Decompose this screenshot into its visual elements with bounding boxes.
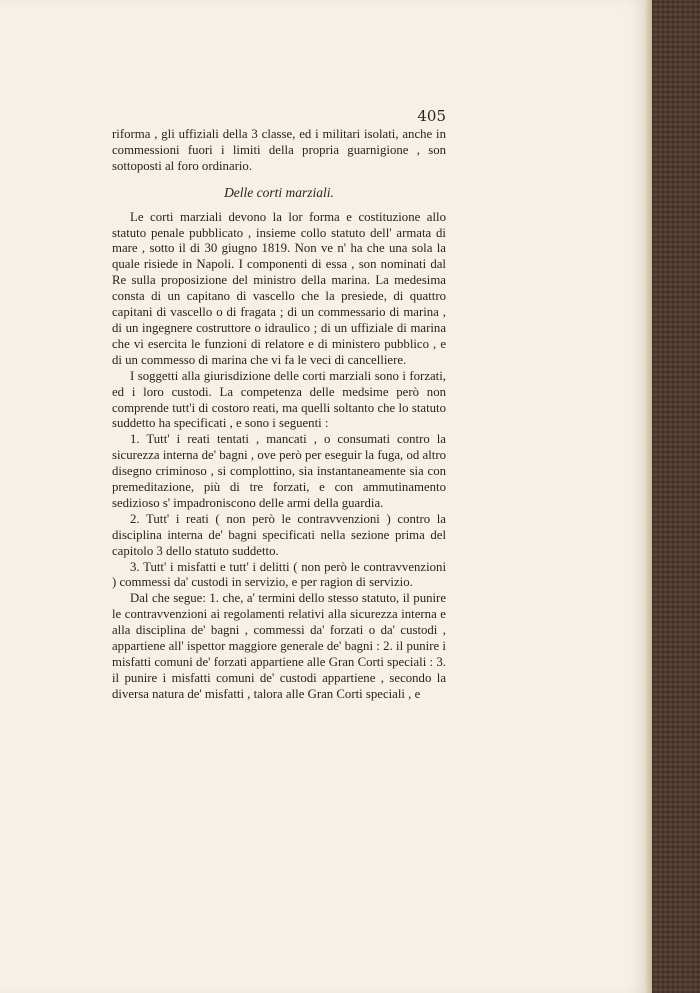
paragraph-2: I soggetti alla giurisdizione delle corti marziali sono i forzati, ed i loro custodi. La competenza delle medsime però non comprende tutt'i di costoro reati, ma quelli soltanto che lo statuto suddetto ha specificati , e sono i seguenti : xyxy=(112,368,446,431)
book-binding xyxy=(652,0,700,993)
page-text xyxy=(112,127,446,703)
paragraph-6: Dal che segue: 1. che, a' termini dello stesso statuto, il punire le contravvenzioni ai regolamenti relativi alla sicurezza interna e alla disciplina de' bagni , commessi da' forzati o da' custodi , appartiene all' ispettor maggiore generale de' bagni : 2. il punire i misfatti comuni de' forzati appartiene alle Gran Corti speciali : 3. il punire i misfatti comuni de' custodi appartiene , secondo la diversa natura de' misfatti , talora alle Gran Corti speciali , e xyxy=(112,591,446,701)
paragraph-3: 1. Tutt' i reati tentati , mancati , o consumati contro la sicurezza interna de' bagni , ove però per eseguir la fuga, od altro disegno criminoso , si complottino, sia instantaneamente sia con premeditazione, più di tre forzati, e con ammutinamento sedizioso s' impadroniscono delle armi della guardia. xyxy=(112,432,446,510)
paragraph-1: Le corti marziali devono la lor forma e costituzione allo statuto penale pubblicato , insieme collo statuto dell' armata di mare , sotto il di 30 giugno 1819. Non ve n' ha che una sola la quale risiede in Napoli. I componenti di essa , son nominati dal Re sulla proposizione del ministro della marina. La medesima consta di un capitano di vascello che la presiede, di quattro capitani di vascello o di fragata ; di un commessario di marina , di un ingegnere costruttore o idraulico ; di un uffiziale di marina che vi esercita le funzioni di relatore e di ministero pubblico , e di un commesso di marina che vi fa le veci di cancelliere. xyxy=(112,209,446,367)
page-number: 405 xyxy=(417,107,446,125)
intro-paragraph: riforma , gli uffiziali della 3 classe, ed i militari isolati, anche in commessioni fuori i limiti della propria guarnigione , son sottoposti al foro ordinario. xyxy=(112,127,446,173)
paragraph-5: 3. Tutt' i misfatti e tutt' i delitti ( non però le contravvenzioni ) commessi da' custodi in servizio, e per ragion di servizio. xyxy=(112,559,446,590)
paragraph-4: 2. Tutt' i reati ( non però le contravvenzioni ) contro la disciplina interna de' bagni specificati nella sezione prima del capitolo 3 dello statuto suddetto. xyxy=(112,511,446,558)
section-heading: Delle corti marziali. xyxy=(224,184,334,200)
